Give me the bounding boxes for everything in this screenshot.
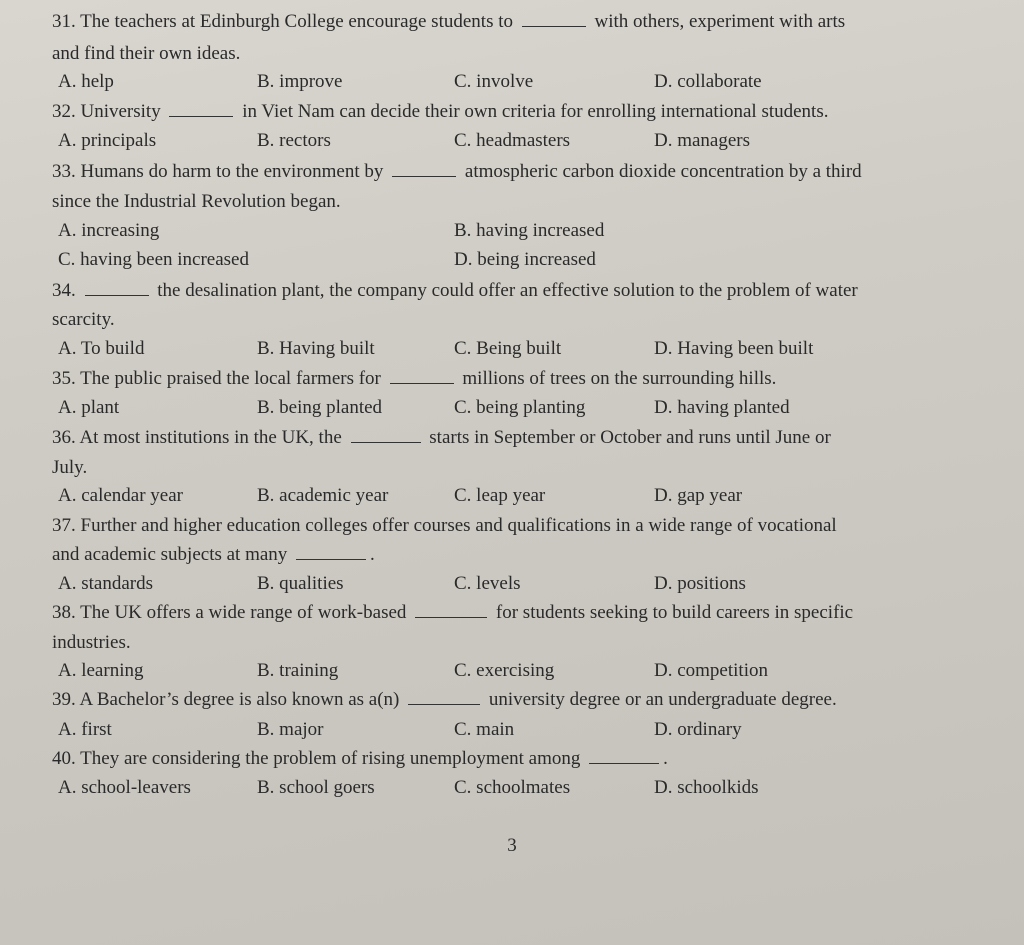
question-number: 37.: [52, 515, 76, 536]
question-stem: the desalination plant, the company could offer an effective solution to the problem of water: [157, 280, 858, 301]
option-a: A. learning: [58, 660, 144, 681]
question-stem: .: [663, 748, 668, 769]
option-a: A. plant: [58, 397, 120, 418]
option-b: B. academic year: [257, 485, 389, 506]
option-c: C. having been increased: [58, 249, 249, 270]
option-d: D. schoolkids: [654, 777, 759, 798]
answer-blank: [408, 688, 480, 705]
question-35: [52, 367, 994, 391]
options-38: [58, 659, 994, 683]
question-36-continuation: July.: [52, 457, 88, 478]
question-37-continuation: [52, 543, 994, 567]
question-number: 33.: [52, 161, 76, 182]
question-number: 31.: [52, 11, 76, 32]
option-d: D. having planted: [654, 397, 790, 418]
option-b: B. improve: [257, 71, 343, 92]
options-36: [58, 484, 994, 508]
option-d: D. managers: [654, 130, 751, 151]
options-39: [58, 718, 994, 742]
question-stem: A Bachelor’s degree is also known as a(n): [79, 689, 400, 710]
option-a: A. To build: [58, 338, 145, 359]
option-b: B. having increased: [454, 220, 605, 241]
option-c: C. leap year: [454, 485, 546, 506]
option-b: B. rectors: [257, 130, 331, 151]
question-stem: University: [80, 101, 161, 122]
option-b: B. being planted: [257, 397, 383, 418]
option-b: B. school goers: [257, 777, 375, 798]
question-37: [52, 514, 994, 538]
question-31-continuation: and find their own ideas.: [52, 43, 241, 64]
question-40: [52, 747, 994, 771]
answer-blank: [390, 367, 454, 384]
options-37: [58, 572, 994, 596]
option-d: D. gap year: [654, 485, 743, 506]
option-d: D. collaborate: [654, 71, 762, 92]
page-number: 3: [507, 835, 517, 856]
option-c: C. involve: [454, 71, 534, 92]
options-33-row2: [58, 248, 994, 272]
question-stem: university degree or an undergraduate degree.: [488, 689, 837, 710]
question-stem: with others, experiment with arts: [594, 11, 846, 32]
option-b: B. qualities: [257, 573, 344, 594]
answer-blank: [85, 279, 149, 296]
question-number: 38.: [52, 602, 76, 623]
question-33-continuation: since the Industrial Revolution began.: [52, 191, 341, 212]
question-stem: starts in September or October and runs until June or: [429, 427, 831, 448]
question-36: [52, 426, 994, 450]
answer-blank: [522, 10, 586, 27]
question-stem: At most institutions in the UK, the: [79, 427, 342, 448]
option-d: D. Having been built: [654, 338, 814, 359]
option-a: A. principals: [58, 130, 157, 151]
option-c: C. exercising: [454, 660, 555, 681]
question-number: 35.: [52, 368, 76, 389]
answer-blank: [392, 160, 456, 177]
question-38-continuation: industries.: [52, 632, 131, 653]
question-stem: Further and higher education colleges offer courses and qualifications in a wide range of vocational: [80, 515, 837, 536]
question-number: 39.: [52, 689, 76, 710]
options-40: [58, 776, 994, 800]
options-33-row1: [58, 219, 994, 243]
question-stem: They are considering the problem of rising unemployment among: [80, 748, 581, 769]
option-b: B. training: [257, 660, 339, 681]
option-c: C. schoolmates: [454, 777, 571, 798]
question-stem: .: [370, 544, 375, 565]
options-31: [58, 70, 994, 94]
question-32: [52, 100, 994, 124]
question-stem: The UK offers a wide range of work-based: [80, 602, 407, 623]
answer-blank: [589, 747, 659, 764]
option-d: D. positions: [654, 573, 746, 594]
option-a: A. help: [58, 71, 114, 92]
question-stem: in Viet Nam can decide their own criteria for enrolling international students.: [242, 101, 829, 122]
answer-blank: [415, 601, 487, 618]
option-d: D. being increased: [454, 249, 596, 270]
question-34-continuation: scarcity.: [52, 309, 115, 330]
question-38: [52, 601, 994, 625]
option-a: A. school-leavers: [58, 777, 191, 798]
option-a: A. calendar year: [58, 485, 184, 506]
option-c: C. headmasters: [454, 130, 571, 151]
options-34: [58, 337, 994, 361]
question-stem: The teachers at Edinburgh College encourage students to: [80, 11, 513, 32]
option-a: A. increasing: [58, 220, 160, 241]
question-stem: Humans do harm to the environment by: [80, 161, 384, 182]
option-c: C. being planting: [454, 397, 586, 418]
answer-blank: [351, 426, 421, 443]
question-34: [52, 279, 994, 303]
question-stem: millions of trees on the surrounding hills.: [462, 368, 777, 389]
option-c: C. main: [454, 719, 515, 740]
option-a: A. first: [58, 719, 112, 740]
question-number: 34.: [52, 280, 76, 301]
question-stem: for students seeking to build careers in specific: [495, 602, 854, 623]
option-c: C. Being built: [454, 338, 562, 359]
option-c: C. levels: [454, 573, 521, 594]
option-b: B. major: [257, 719, 324, 740]
answer-blank: [169, 100, 233, 117]
question-stem: The public praised the local farmers for: [80, 368, 381, 389]
question-39: [52, 688, 994, 712]
question-number: 32.: [52, 101, 76, 122]
option-a: A. standards: [58, 573, 153, 594]
question-31: [52, 10, 994, 34]
options-35: [58, 396, 994, 420]
question-number: 40.: [52, 748, 76, 769]
question-stem: and academic subjects at many: [52, 544, 288, 565]
option-b: B. Having built: [257, 338, 375, 359]
question-33: [52, 160, 994, 184]
option-d: D. ordinary: [654, 719, 742, 740]
answer-blank: [296, 543, 366, 560]
options-32: [58, 129, 994, 153]
question-number: 36.: [52, 427, 76, 448]
question-stem: atmospheric carbon dioxide concentration by a third: [464, 161, 862, 182]
option-d: D. competition: [654, 660, 768, 681]
